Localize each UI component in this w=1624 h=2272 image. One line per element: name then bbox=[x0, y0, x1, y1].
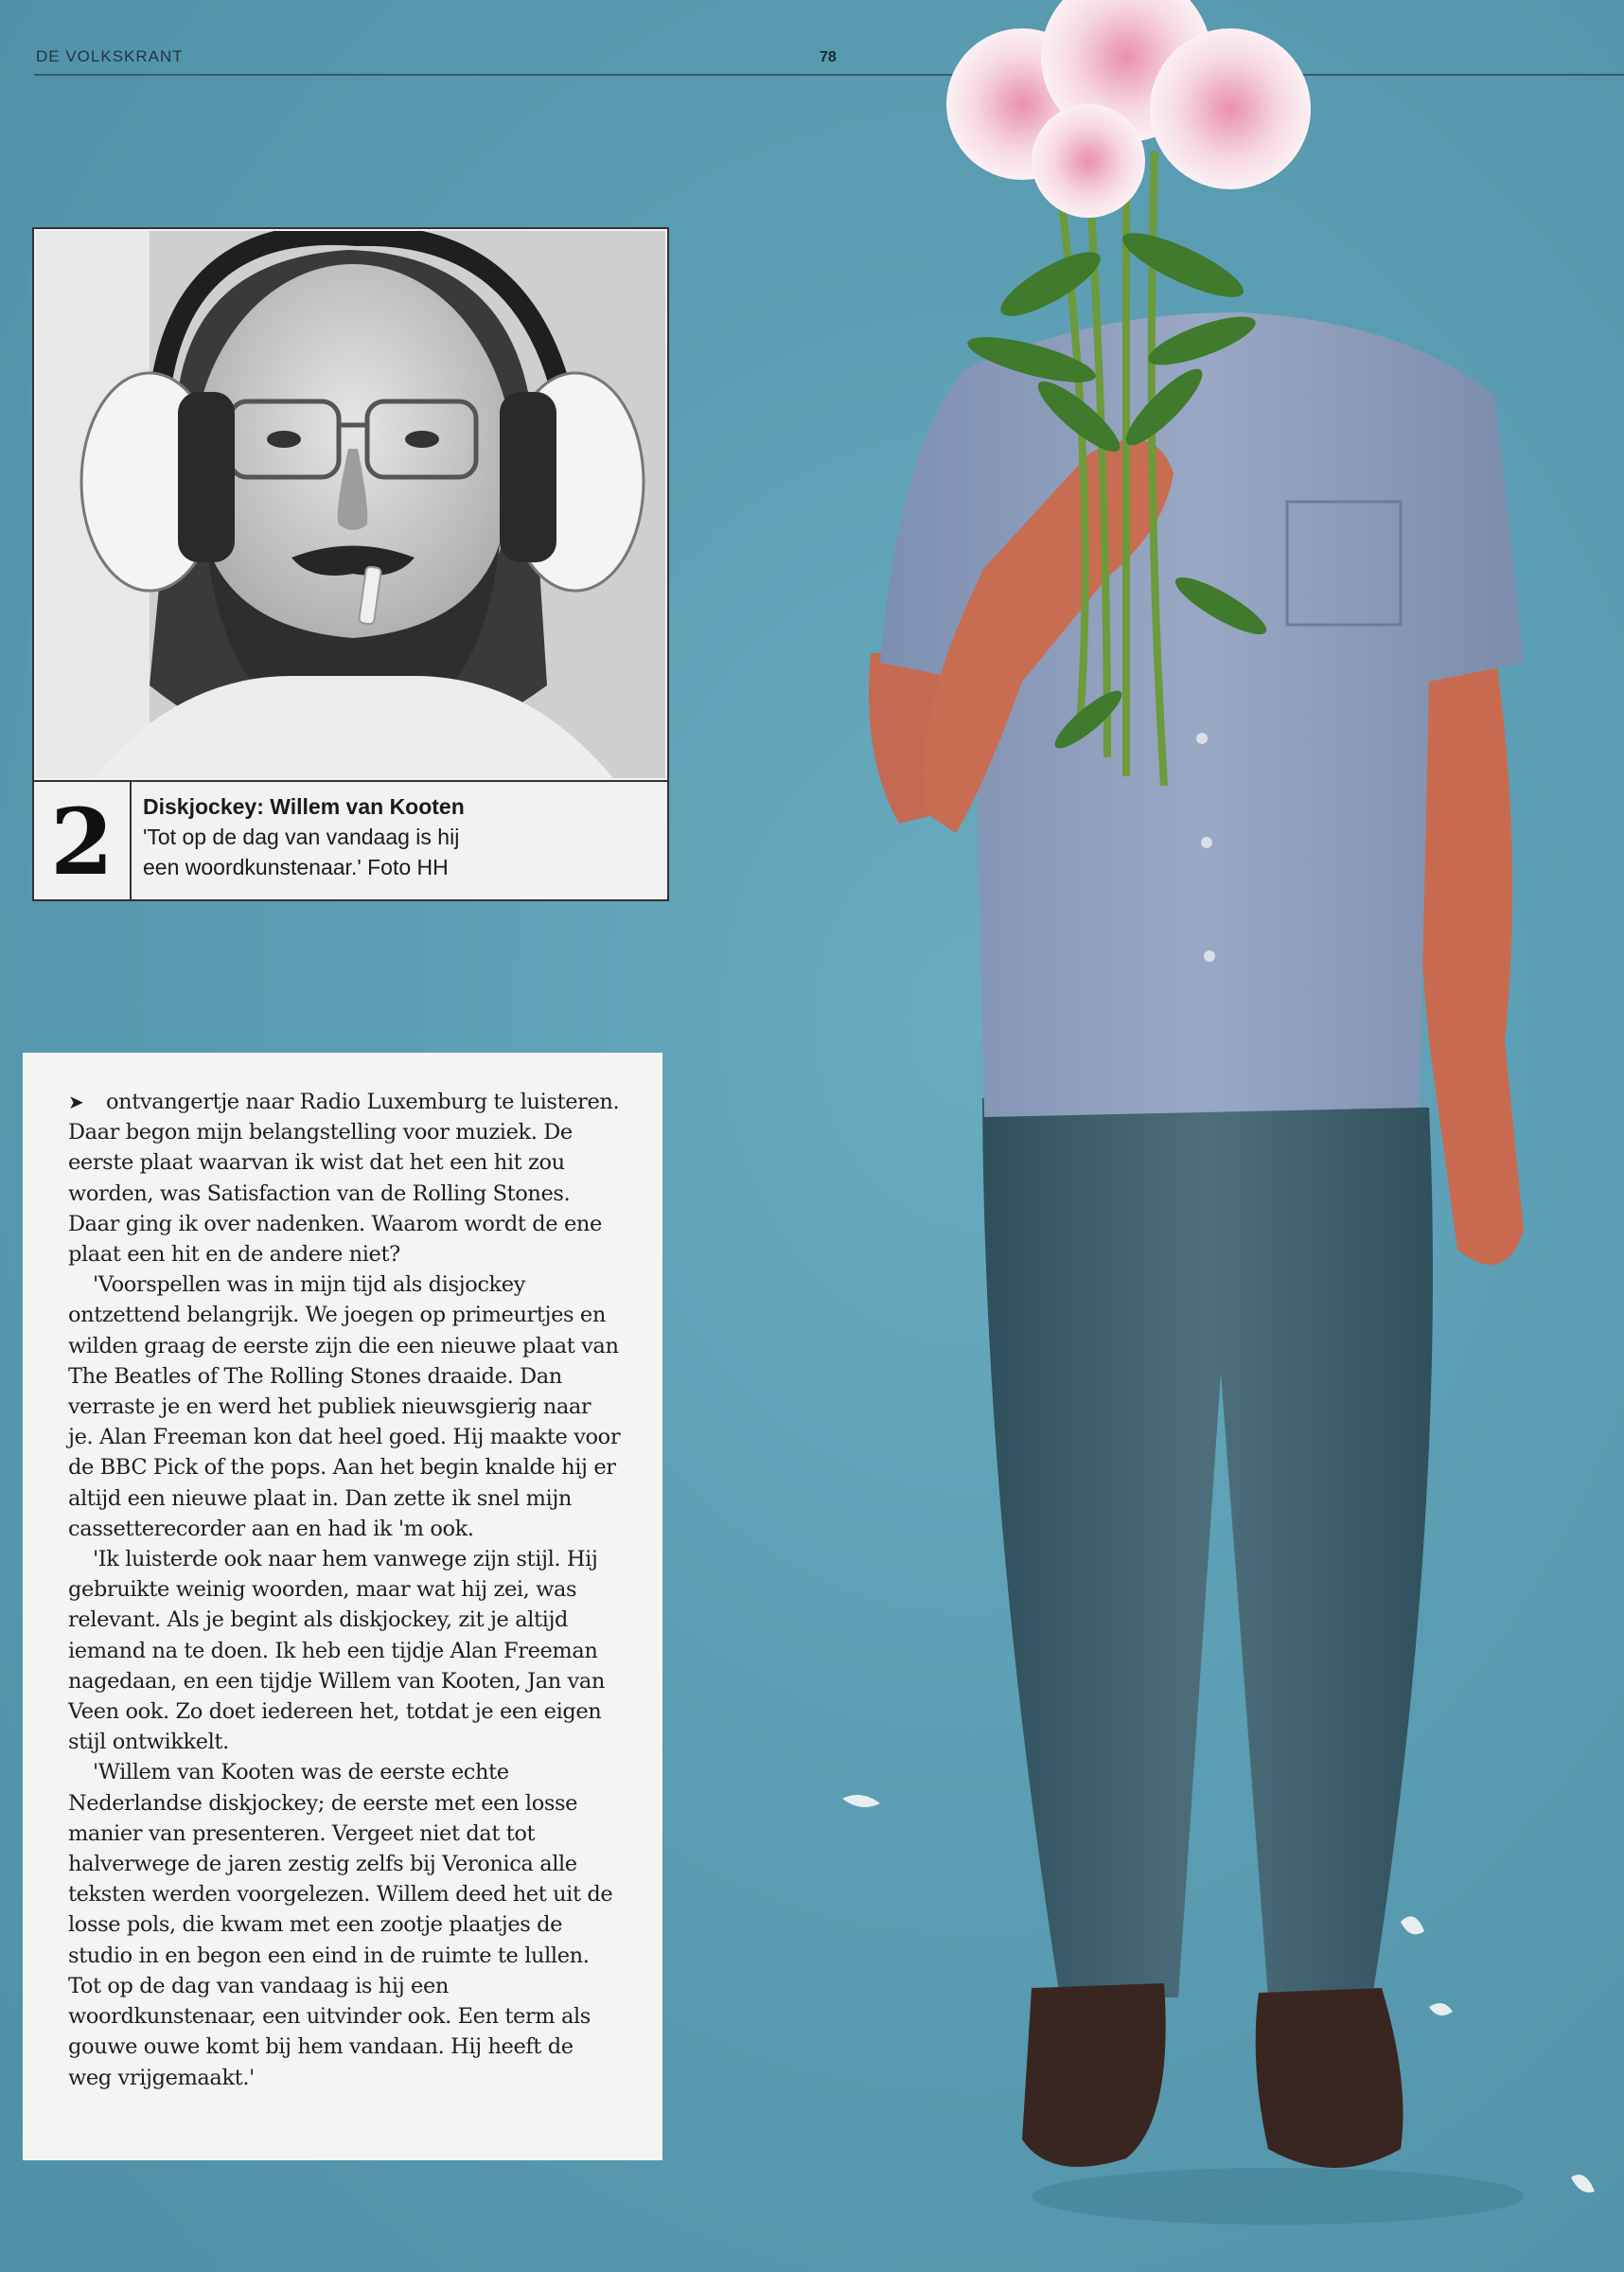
dj-portrait-photo bbox=[36, 231, 665, 778]
article-paragraph: ➤ ontvangertje naar Radio Luxemburg te luisteren. Daar begon mijn belangstelling voor muziek. De eerste plaat waarvan ik wist dat het een hit zou worden, was Satisfaction van de Rolling Stones. Daar ging ik over nadenken. Waarom wordt de ene plaat een hit en de andere niet? bbox=[68, 1087, 621, 1269]
man-with-flowers-photo bbox=[842, 0, 1624, 2272]
photo-box bbox=[32, 227, 669, 901]
article-body bbox=[23, 1053, 662, 2160]
caption-number: 2 bbox=[34, 782, 132, 901]
caption-title: Diskjockey: Willem van Kooten bbox=[143, 794, 465, 819]
portrait-illustration bbox=[36, 231, 665, 778]
article-paragraph: 'Ik luisterde ook naar hem vanwege zijn stijl. Hij gebruikte weinig woorden, maar wat hij zei, was relevant. Als je begint als diskjockey, zit je altijd iemand na te doen. Ik heb een tijdje Alan Freeman nagedaan, en een tijdje Willem van Kooten, Jan van Veen ook. Zo doet iedereen het, totdat je een eigen stijl ontwikkelt. bbox=[68, 1547, 605, 1755]
masthead: DE VOLKSKRANT bbox=[36, 47, 184, 65]
caption-line-1: 'Tot op de dag van vandaag is hij bbox=[143, 825, 460, 849]
article-paragraph: 'Voorspellen was in mijn tijd als disjockey ontzettend belangrijk. We joegen op primeurtjes en wilden graag de eerste zijn die een nieuwe plaat van The Beatles of The Rolling Stones draaide. Dan verraste je en werd het publiek nieuwsgierig naar je. Alan Freeman kon dat heel goed. Hij maakte voor de BBC Pick of the pops. Aan het begin knalde hij er altijd een nieuwe plaat in. Dan zette ik snel mijn cassetterecorder aan en had ik 'm ook. bbox=[68, 1272, 621, 1541]
continuation-arrow-icon: ➤ bbox=[68, 1091, 84, 1113]
caption-text bbox=[132, 782, 465, 901]
article-paragraph: 'Willem van Kooten was de eerste echte Nederlandse diskjockey; de eerste met een losse manier van presenteren. Vergeet niet dat tot halverwege de jaren zestig zelfs bij Veronica alle teksten werden voorgelezen. Willem deed het uit de losse pols, die kwam met een zootje plaatjes de studio in en begon een eind in de ruimte te lullen. Tot op de dag van vandaag is hij een woordkunstenaar, een uitvinder ook. Een term als gouwe ouwe komt bij hem vandaan. Hij heeft de weg vrijgemaakt.' bbox=[68, 1760, 613, 2090]
caption-line-2: een woordkunstenaar.' Foto HH bbox=[143, 855, 449, 879]
page-number: 78 bbox=[820, 49, 837, 65]
photo-caption bbox=[34, 780, 667, 901]
